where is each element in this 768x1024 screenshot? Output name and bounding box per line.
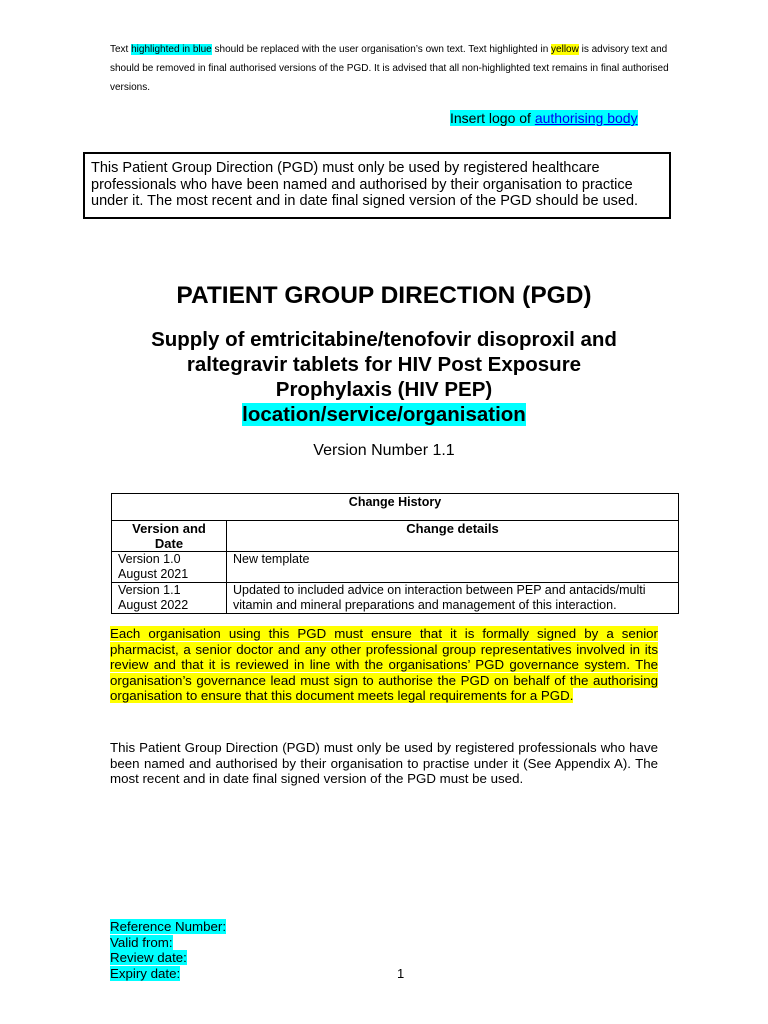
intro-text: should be replaced with the user organisation’s own text. Text highlighted in — [211, 44, 552, 55]
document-subtitle — [0, 327, 768, 427]
document-title: PATIENT GROUP DIRECTION (PGD) — [176, 282, 592, 309]
column-header-details: Change details — [227, 521, 679, 552]
version-cell — [112, 552, 227, 583]
subtitle-line: Prophylaxis (HIV PEP) — [275, 378, 493, 401]
details-cell: New template — [227, 552, 679, 583]
location-placeholder: location/service/organisation — [242, 403, 526, 426]
reference-number-label: Reference Number: — [110, 919, 227, 934]
logo-placeholder — [450, 110, 638, 126]
intro-text: Text — [110, 44, 132, 55]
version-date: August 2021 — [118, 567, 189, 581]
change-history-table — [111, 493, 679, 614]
version-label: Version 1.1 — [118, 583, 181, 597]
expiry-date-label: Expiry date: — [110, 965, 181, 981]
usage-notice-box: This Patient Group Direction (PGD) must only be used by registered healthcare professionals who have been named and authorised by their organisation to practice under it. The most recent and in date final signed version of the PGD should be used. — [83, 152, 671, 219]
reference-block — [110, 919, 226, 981]
blue-highlight-example: highlighted in blue — [131, 44, 212, 55]
version-number: Version Number 1.1 — [313, 442, 455, 459]
version-date: August 2022 — [118, 598, 189, 612]
table-row — [112, 552, 679, 583]
authorising-body-link[interactable]: authorising body — [534, 110, 638, 126]
subtitle-line: raltegravir tablets for HIV Post Exposure — [186, 353, 582, 376]
change-history-caption: Change History — [112, 494, 679, 521]
intro-text: is advisory text and should be removed in final authorised versions of the PGD. It is advised that all non-highlighted text remains in final authorised versions. — [110, 44, 669, 93]
version-label: Version 1.0 — [118, 552, 181, 566]
page-number: 1 — [397, 966, 405, 981]
logo-placeholder-text: Insert logo of — [450, 110, 535, 126]
subtitle-line: Supply of emtricitabine/tenofovir disoproxil and — [151, 328, 617, 351]
professionals-paragraph: This Patient Group Direction (PGD) must only be used by registered professionals who have been named and authorised by their organisation to practise under it (See Appendix A). The most recent and in date final signed version of the PGD must be used. — [110, 740, 658, 786]
column-header-version: Version and Date — [112, 521, 227, 552]
details-cell: Updated to included advice on interaction between PEP and antacids/multi vitamin and mineral preparations and management of this interaction. — [227, 583, 679, 614]
yellow-highlight-example: yellow — [551, 44, 579, 55]
review-date-label: Review date: — [110, 950, 187, 965]
governance-text: Each organisation using this PGD must ensure that it is formally signed by a senior pharmacist, a senior doctor and any other professional group representatives involved in its review and that it is reviewed in line with the organisations’ PGD governance system. The organisation’s governance lead must sign to authorise the PGD on behalf of the authorising organisation to ensure that this document meets legal requirements for a PGD. — [110, 626, 658, 703]
governance-paragraph — [110, 626, 658, 704]
intro-note — [110, 40, 670, 97]
valid-from-label: Valid from: — [110, 934, 173, 950]
version-cell — [112, 583, 227, 614]
table-row — [112, 583, 679, 614]
